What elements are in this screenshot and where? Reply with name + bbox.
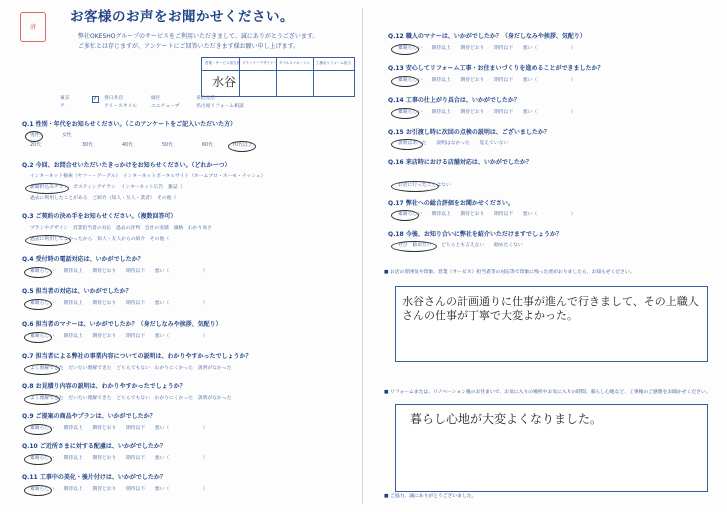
- option[interactable]: 素晴らしい 期待以上 期待どおり 期待以下 悪い（ ）: [398, 212, 576, 217]
- option[interactable]: インターネット検索（ヤフー・グーグル） インターネットポータルサイト（ホームプロ・スーモ・ナッシュ）: [30, 174, 266, 179]
- staff-name: 水谷: [212, 75, 237, 89]
- page-title: お客様のお声をお聞かせください。: [70, 9, 294, 25]
- option[interactable]: プランやデザイン 営業担当者の対応 過去の評判 会社の実績 価格 わかり易さ: [30, 226, 212, 231]
- answer-circle: [391, 139, 423, 150]
- answer-circle: [24, 394, 60, 405]
- option[interactable]: 素晴らしい 期待以上 期待どおり 期待以下 悪い（ ）: [398, 46, 576, 51]
- question-17: Q.17 弊社への総合評価をお聞かせください。: [388, 200, 514, 207]
- option[interactable]: 説明はあった 説明はなかった 覚えていない: [398, 141, 509, 146]
- answer-circle: [24, 485, 52, 496]
- answer-circle: [24, 299, 52, 310]
- answer-circle: [25, 183, 69, 194]
- question-18: Q.18 今後、お知り合いに弊社を紹介いただけますでしょうか？: [388, 231, 562, 238]
- question-11: Q.11 工事中の美化・後片付けは、いかがでしたか？: [22, 474, 166, 481]
- option[interactable]: 素晴らしい 期待以上 期待どおり 期待以下 悪い（ ）: [398, 110, 576, 115]
- answer-circle: [391, 181, 439, 192]
- option[interactable]: 素晴らしい 期待以上 期待どおり 期待以下 悪い（ ）: [30, 334, 208, 339]
- option[interactable]: お店に行ったことはない: [398, 183, 451, 188]
- source-option: 多治見店: [196, 96, 216, 101]
- answer-circle: [391, 241, 437, 252]
- comment-text-1: 水谷さんの計画通りに仕事が進んで行きまして、その上職人さんの仕事が丁寧で大変よかった。: [402, 295, 699, 322]
- question-8: Q.8 お見積り内容の説明は、わかりやすかったでしょうか？: [22, 383, 186, 390]
- answer-circle: [24, 332, 52, 343]
- option[interactable]: 素晴らしい 期待以上 期待どおり 期待以下 悪い（ ）: [30, 269, 208, 274]
- answer-circle: [24, 267, 52, 278]
- option[interactable]: 50代: [162, 143, 173, 148]
- staff-table: [201, 57, 355, 97]
- question-14: Q.14 工事の仕上がり具合は、いかがでしたか？: [388, 97, 520, 104]
- option[interactable]: 60代: [202, 143, 213, 148]
- seal-stamp: 済: [20, 12, 46, 42]
- answer-circle: [24, 364, 60, 375]
- option[interactable]: 40代: [122, 143, 133, 148]
- answer-circle: [24, 424, 52, 435]
- question-2: Q.2 今回、お問合せいただいたきっかけをお知らせください。（どれか一つ）: [22, 162, 231, 169]
- staff-header: ダブルスマネージャ: [279, 61, 311, 65]
- question-12: Q.12 職人のマナーは、いかがでしたか？（身だしなみや挨拶、気配り）: [388, 33, 586, 40]
- staff-header: 営業・サービス担当者: [205, 61, 240, 65]
- source-option: 東京: [60, 96, 70, 101]
- source-option: アイ・スタイル: [104, 104, 138, 109]
- comment-prompt-2: ■ リフォームまたは、リノベーション後のお住まいで、お気に入りの場所やお気に入りの時間、暮らし心地など、工事後のご感想をお聞かせください。: [384, 390, 711, 395]
- question-7: Q.7 担当者による弊社の事業内容についての説明は、わかりやすかったでしょうか？: [22, 353, 252, 360]
- staff-header: プランナーデザイナー: [242, 61, 277, 65]
- checked-box[interactable]: ✓: [93, 96, 98, 102]
- option[interactable]: よく理解できた だいたい理解できた どちらでもない わかりにくかった 説明がなかった: [30, 396, 232, 401]
- question-5: Q.5 担当者の対応は、いかがでしたか？: [22, 288, 132, 295]
- option[interactable]: 素晴らしい 期待以上 期待どおり 期待以下 悪い（ ）: [30, 456, 208, 461]
- option[interactable]: 素晴らしい 期待以上 期待どおり 期待以下 悪い（ ）: [30, 301, 208, 306]
- answer-circle: [391, 76, 419, 87]
- page-divider: [362, 8, 363, 504]
- option[interactable]: 素晴らしい 期待以上 期待どおり 期待以下 悪い（ ）: [30, 426, 208, 431]
- question-16: Q.16 来店時における店舗対応は、いかがでしたか？: [388, 159, 532, 166]
- question-1: Q.1 性別・年代をお知らせください。（このアンケートをご記入いただいた方）: [22, 121, 237, 128]
- source-option: 名古屋リフォーム相談: [196, 104, 244, 109]
- question-3: Q.3 ご契約の決め手をお知らせください。（複数回答可）: [22, 213, 177, 220]
- source-option: ア: [60, 104, 65, 109]
- comment-text-2: 暮らし心地が大変よくなりました。: [410, 412, 603, 426]
- option[interactable]: ぜひ 勧めたい どちらとも言えない 勧めたくない: [398, 243, 523, 248]
- comment-prompt-1: ■ お店の雰囲気や印象、営業（サービス）担当者等の対応等で印象に残った者がおりましたら、お知らせください。: [384, 270, 635, 275]
- option[interactable]: よく理解できた だいたい理解できた どちらでもない わかりにくかった 説明がなかった: [30, 366, 232, 371]
- question-15: Q.15 お引渡し時に次回の点検の説明は、ございましたか？: [388, 129, 550, 136]
- thanks-text: ■ ご協力、誠にありがとうございました。: [384, 494, 477, 499]
- answer-circle: [25, 235, 71, 246]
- option[interactable]: 30代: [82, 143, 93, 148]
- question-6: Q.6 担当者のマナーは、いかがでしたか？（身だしなみや挨拶、気配り）: [22, 321, 222, 328]
- option[interactable]: 過去に利用してよかったから 知人・友人からの紹介 その他（: [30, 237, 170, 242]
- intro-line-2: ご多忙とは存じますが、アンケートにご回答いただきます様お願い申し上げます。: [78, 43, 300, 50]
- question-13: Q.13 安心してリフォーム工事・お住まいづくりを進めることができましたか？: [388, 65, 604, 72]
- answer-circle: [391, 108, 419, 119]
- answer-circle: [391, 210, 419, 221]
- answer-circle: [228, 141, 256, 152]
- answer-circle: [25, 131, 43, 142]
- comment-box-1: [395, 286, 708, 362]
- option[interactable]: 20代: [30, 143, 41, 148]
- source-option: 緑区: [151, 96, 161, 101]
- source-option: 春日井店: [104, 96, 124, 101]
- intro-line-1: 弊社OKESHOグループのサービスをご利用いただきまして、誠にありがとうございます。: [78, 33, 319, 40]
- option[interactable]: 素晴らしい 期待以上 期待どおり 期待以下 悪い（ ）: [30, 487, 208, 492]
- option[interactable]: 70代以上: [232, 143, 253, 148]
- question-10: Q.10 ご近所さまに対する配慮は、いかがでしたか？: [22, 443, 166, 450]
- option[interactable]: 男性: [30, 133, 40, 138]
- comment-box-2: [395, 404, 708, 492]
- option[interactable]: 新聞折込みチラシ ポスティングチラシ インターネット広告 雑誌（: [30, 185, 183, 190]
- option[interactable]: 女性: [62, 133, 72, 138]
- answer-circle: [391, 44, 419, 55]
- question-4: Q.4 受付時の電話対応は、いかがでしたか？: [22, 256, 144, 263]
- option[interactable]: 過去に利用したことがある ご紹介（知人・友人・業者） その他（: [30, 196, 177, 201]
- question-9: Q.9 ご提案の商品やプランは、いかがでしたか？: [22, 413, 156, 420]
- staff-header: 工務店リフォーム担当: [316, 61, 351, 65]
- answer-circle: [24, 454, 52, 465]
- source-option: ユニチューブ: [151, 104, 180, 109]
- option[interactable]: 素晴らしい 期待以上 期待どおり 期待以下 悪い（ ）: [398, 78, 576, 83]
